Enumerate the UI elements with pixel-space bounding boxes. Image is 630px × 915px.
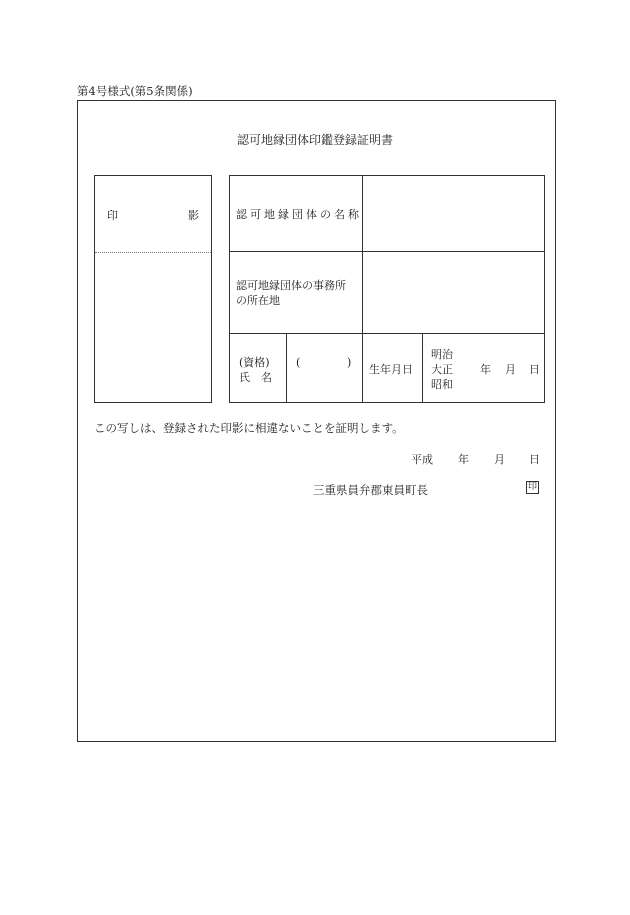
era-meiji: 明治: [431, 348, 453, 361]
paren-close: ): [347, 356, 352, 369]
table-row-divider: [229, 251, 545, 252]
table-row-divider: [229, 333, 545, 334]
birthdate-label: 生年月日: [369, 363, 413, 376]
seal-label-left: 印: [107, 209, 118, 222]
qualification-label: (資格): [239, 356, 270, 369]
form-number: 第4号様式(第5条関係): [77, 84, 193, 98]
representative-name-label: 氏 名: [239, 371, 272, 384]
table-cell-divider: [286, 333, 287, 403]
issue-date-day: 日: [529, 453, 540, 466]
birth-month-label: 月: [505, 363, 516, 376]
table-cell-divider: [422, 333, 423, 403]
office-address-label-line1: 認可地縁団体の事務所: [236, 279, 346, 292]
seal-divider: [95, 252, 211, 253]
paren-open: (: [296, 356, 301, 369]
group-name-label: 認可地縁団体の名称: [236, 208, 362, 221]
seal-label-right: 影: [188, 209, 199, 222]
issue-date-month: 月: [494, 453, 505, 466]
era-taisho: 大正: [431, 363, 453, 376]
birth-year-label: 年: [480, 363, 491, 376]
birth-day-label: 日: [529, 363, 540, 376]
official-stamp: 印: [527, 482, 537, 492]
table-column-divider: [362, 175, 363, 403]
issuer-name: 三重県員弁郡東員町長: [313, 483, 428, 497]
office-address-label-line2: の所在地: [236, 294, 280, 307]
certification-statement: この写しは、登録された印影に相違ないことを証明します。: [94, 421, 404, 435]
issue-date-era: 平成: [411, 453, 433, 466]
era-showa: 昭和: [431, 378, 453, 391]
document-title: 認可地縁団体印鑑登録証明書: [236, 133, 393, 147]
issue-date-year: 年: [458, 453, 469, 466]
